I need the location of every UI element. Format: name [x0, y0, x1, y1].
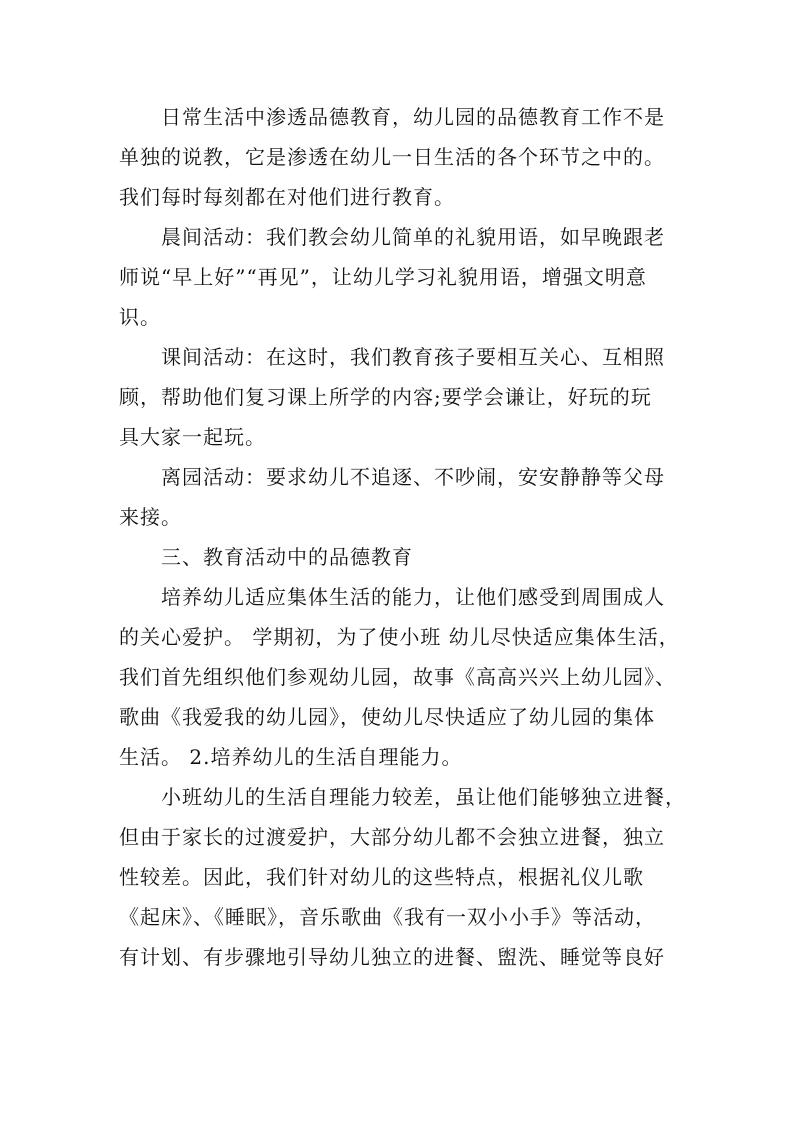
paragraph-line: 来接。	[119, 505, 182, 529]
paragraph-line: 顾，帮助他们复习课上所学的内容;要学会谦让，好玩的玩	[119, 385, 652, 409]
paragraph-line: 我们每时每刻都在对他们进行教育。	[119, 185, 455, 209]
paragraph-line: 歌曲《我爱我的幼儿园》，使幼儿尽快适应了幼儿园的集体	[119, 705, 655, 729]
paragraph-line: 单独的说教，它是渗透在幼儿一日生活的各个环节之中的。	[119, 145, 665, 169]
paragraph-line: 日常生活中渗透品德教育，幼儿园的品德教育工作不是	[161, 105, 665, 129]
paragraph-line: 我们首先组织他们参观幼儿园，故事《高高兴兴上幼儿园》、	[119, 665, 676, 689]
paragraph-line: 的关心爱护。 学期初，为了使小班 幼儿尽快适应集体生活，	[119, 625, 680, 649]
paragraph-line: 生活。 2.培养幼儿的生活自理能力。	[119, 745, 463, 769]
paragraph-line: 但由于家长的过渡爱护，大部分幼儿都不会独立进餐，独立	[119, 825, 665, 849]
document-body	[119, 97, 686, 977]
paragraph-line: 具大家一起玩。	[119, 425, 266, 449]
paragraph-line: 离园活动：要求幼儿不追逐、不吵闹，安安静静等父母	[161, 465, 665, 489]
paragraph-line: 课间活动：在这时，我们教育孩子要相互关心、互相照	[161, 345, 665, 369]
section-heading: 三、教育活动中的品德教育	[161, 545, 413, 569]
paragraph-line: 性较差。因此，我们针对幼儿的这些特点，根据礼仪儿歌	[119, 865, 644, 889]
paragraph-line: 师说“早上好”“再见”，让幼儿学习礼貌用语，增强文明意	[119, 265, 647, 289]
paragraph-line: 《起床》、《睡眠》，音乐歌曲《我有一双小小手》等活动，	[119, 905, 656, 929]
paragraph-line: 识。	[119, 305, 161, 329]
paragraph-line: 有计划、有步骤地引导幼儿独立的进餐、盥洗、睡觉等良好	[119, 945, 665, 969]
paragraph-line: 小班幼儿的生活自理能力较差，虽让他们能够独立进餐，	[161, 785, 686, 809]
paragraph-line: 晨间活动：我们教会幼儿简单的礼貌用语，如早晚跟老	[161, 225, 665, 249]
paragraph-line: 培养幼儿适应集体生活的能力，让他们感受到周围成人	[161, 585, 665, 609]
